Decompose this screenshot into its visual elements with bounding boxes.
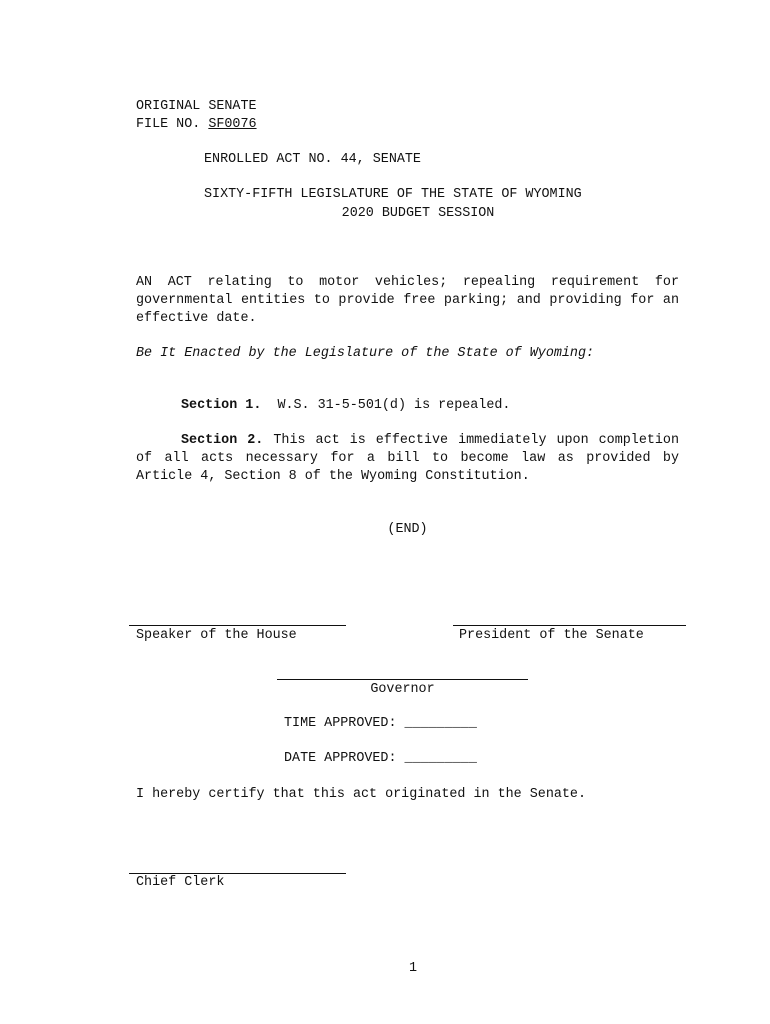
date-approved: DATE APPROVED: _________ [284, 751, 477, 766]
section-2-label: Section 2. [181, 433, 264, 448]
section-2 [136, 432, 679, 485]
act-title: AN ACT relating to motor vehicles; repealing requirement for governmental entities to provide free parking; and providing for an effective date. [136, 275, 679, 326]
origin-line: ORIGINAL SENATE [136, 99, 257, 114]
speaker-label: Speaker of the House [136, 628, 297, 643]
file-number-line [136, 116, 257, 134]
page-number: 1 [408, 961, 418, 976]
governor-label: Governor [370, 682, 435, 697]
time-approved: TIME APPROVED: _________ [284, 716, 477, 731]
president-signature-line [453, 625, 686, 626]
session-heading: 2020 BUDGET SESSION [341, 206, 495, 221]
section-1-label: Section 1. [181, 398, 262, 413]
governor-signature-line [277, 679, 528, 680]
section-2-text: This act is effective immediately upon completion of all acts necessary for a bill to become law as provided by Article 4, Section 8 of the Wyoming Constitution. [136, 433, 680, 484]
legislature-heading: SIXTY-FIFTH LEGISLATURE OF THE STATE OF WYOMING [204, 187, 582, 202]
section-1 [181, 397, 510, 415]
chief-clerk-label: Chief Clerk [136, 875, 225, 890]
enrolled-act-heading: ENROLLED ACT NO. 44, SENATE [204, 152, 421, 167]
enacting-clause: Be It Enacted by the Legislature of the State of Wyoming: [136, 346, 595, 361]
file-number: SF0076 [208, 117, 257, 132]
certification-statement: I hereby certify that this act originated in the Senate. [136, 787, 586, 802]
section-1-text: W.S. 31-5-501(d) is repealed. [277, 398, 511, 413]
speaker-signature-line [129, 625, 346, 626]
end-marker: (END) [387, 522, 428, 537]
file-number-prefix: FILE NO. [136, 117, 209, 132]
president-label: President of the Senate [459, 628, 644, 643]
